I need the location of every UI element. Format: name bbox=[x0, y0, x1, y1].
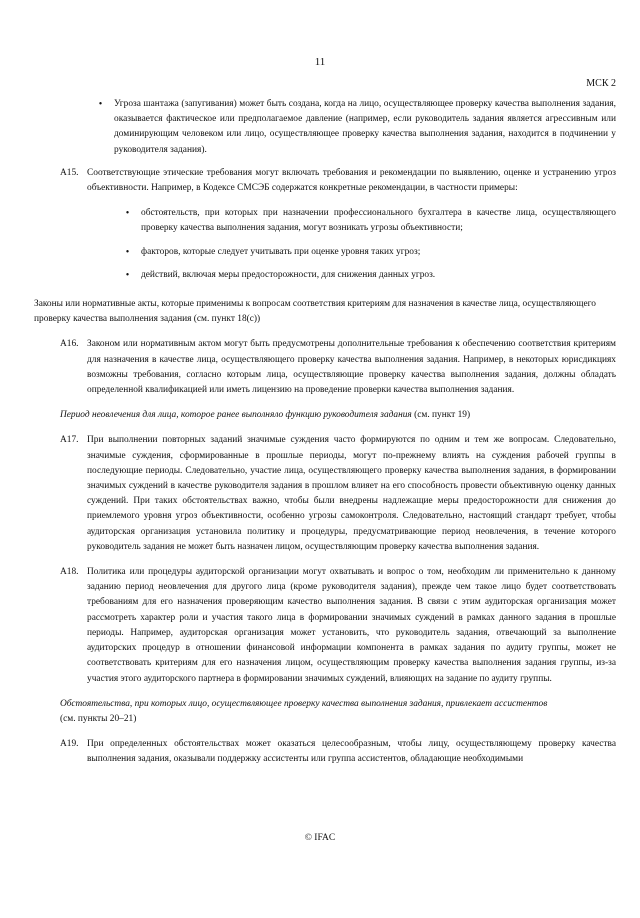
paragraph-number: A19. bbox=[60, 739, 79, 750]
paragraph-a18 bbox=[60, 565, 616, 687]
bullet-icon: • bbox=[125, 246, 130, 258]
section-heading bbox=[60, 408, 616, 423]
paragraph-text: Соответствующие этические требования могут включать требования и рекомендации по выявлению, оценке и устранению угроз объективности. Например, в Кодексе СМСЭБ содержатся конкретные рекомендации, в частности примеры: bbox=[87, 167, 616, 194]
bullet-text: факторов, которые следует учитывать при оценке уровня таких угроз; bbox=[141, 246, 421, 257]
bullet-item bbox=[114, 206, 616, 236]
bullet-text: действий, включая меры предосторожности, для снижения данных угроз. bbox=[141, 269, 436, 280]
paragraph-text: Политика или процедуры аудиторской организации могут охватывать и вопрос о том, необходим ли применительно к данному заданию период неовлечения для другого лица (кроме руководителя задания), прежде чем такое лицо будет соответствовать требованиям для его назначения проверяющим качество выполнения задания. В связи с этим аудиторская организация может рассмотреть характер роли и участия такого лица в формировании значимых суждений в рамках данного задания в прошлые периоды. Например, аудиторская организация может установить, что руководитель задания, отвечающий за выполнение аудиторских процедур в отношении финансовой информации компонента в рамках задания по аудиту группы, может не соответствовать критериям для его назначения лицом, осуществляющим проверку качества выполнения задания группы, из-за участия этого аудиторского партнера в формировании значимых суждений, влияющих на задание по аудиту группы. bbox=[87, 567, 616, 684]
paragraph-a16 bbox=[60, 337, 616, 398]
bullet-item bbox=[87, 97, 616, 158]
bullet-icon: • bbox=[98, 99, 103, 110]
document-code: МСК 2 bbox=[586, 78, 616, 89]
section-heading bbox=[60, 697, 616, 727]
bullet-text: обстоятельств, при которых при назначении профессионального бухгалтера в качестве лица, осуществляющего проверку качества выполнения задания, могут возникать угрозы объективности; bbox=[141, 208, 616, 234]
bullet-icon: • bbox=[125, 269, 130, 281]
paragraph-a17 bbox=[60, 433, 616, 555]
page-number: 11 bbox=[314, 56, 326, 68]
bullet-text: Угроза шантажа (запугивания) может быть создана, когда на лицо, осуществляющее проверку качества выполнения задания, оказывается фактическое или предполагаемое давление (например, если руководитель задания является агрессивным или доминирующим человеком или лицо, осуществляющее проверку качества выполнения задания, находится в подчинении у руководителя задания). bbox=[114, 99, 616, 155]
paragraph-text: Законом или нормативным актом могут быть предусмотрены дополнительные требования к обеспечению соответствия критериям для назначения в качестве лица, осуществляющего проверку качества выполнения задания. Например, в некоторых юрисдикциях возможны требования, согласно которым лица, осуществляющие проверку качества выполнения задания, должны обладать определенной квалификацией или иметь лицензию на проведение проверки качества выполнения задания. bbox=[87, 339, 616, 396]
heading-reference: (см. пункты 20–21) bbox=[60, 713, 137, 724]
paragraph-text: При выполнении повторных заданий значимые суждения часто формируются по одним и тем же вопросам. Следовательно, значимые суждения, сформированные в прошлые периоды, могут по-прежнему влиять на суждения рабочей группы в последующие периоды. Следовательно, участие лица, осуществляющего проверку качества выполнения задания, в формировании значимых суждений в качестве руководителя задания в прошлом влияет на его способность провести объективную оценку данных суждений. При таких обстоятельствах важно, чтобы были внедрены надлежащие меры предосторожности для снижения до приемлемого уровня угроз объективности, особенно угрозы самоконтроля. Следовательно, настоящий стандарт требует, чтобы аудиторская организация установила политику и процедуры, предусматривающие период неовлечения, в течение которого руководитель задания не может быть назначен лицом, осуществляющим проверку качества выполнения задания. bbox=[87, 435, 616, 552]
heading-italic-text: Период неовлечения для лица, которое ранее выполняло функцию руководителя задания bbox=[60, 410, 412, 421]
footer-copyright: © IFAC bbox=[304, 833, 336, 843]
paragraph-a15 bbox=[60, 166, 616, 196]
section-heading: Законы или нормативные акты, которые применимы к вопросам соответствия критериям для назначения в качестве лица, осуществляющего проверку качества выполнения задания (см. пункт 18(c)) bbox=[34, 299, 596, 325]
paragraph-number: A16. bbox=[60, 339, 79, 350]
bullet-icon: • bbox=[125, 208, 130, 220]
bullet-item bbox=[114, 245, 616, 260]
paragraph-number: A17. bbox=[60, 435, 79, 446]
heading-reference: (см. пункт 19) bbox=[411, 410, 471, 421]
page-content bbox=[34, 97, 616, 778]
paragraph-number: A15. bbox=[60, 167, 79, 178]
paragraph-a19 bbox=[60, 737, 616, 767]
heading-italic-text: Обстоятельства, при которых лицо, осуществляющее проверку качества выполнения задания, привлекает ассистентов bbox=[60, 698, 548, 709]
paragraph-number: A18. bbox=[60, 567, 79, 578]
bullet-item bbox=[114, 268, 616, 283]
paragraph-text: При определенных обстоятельствах может оказаться целесообразным, чтобы лицу, осуществляющему проверку качества выполнения задания, оказывали поддержку ассистенты или группа ассистентов, обладающие необходимыми bbox=[87, 739, 616, 765]
